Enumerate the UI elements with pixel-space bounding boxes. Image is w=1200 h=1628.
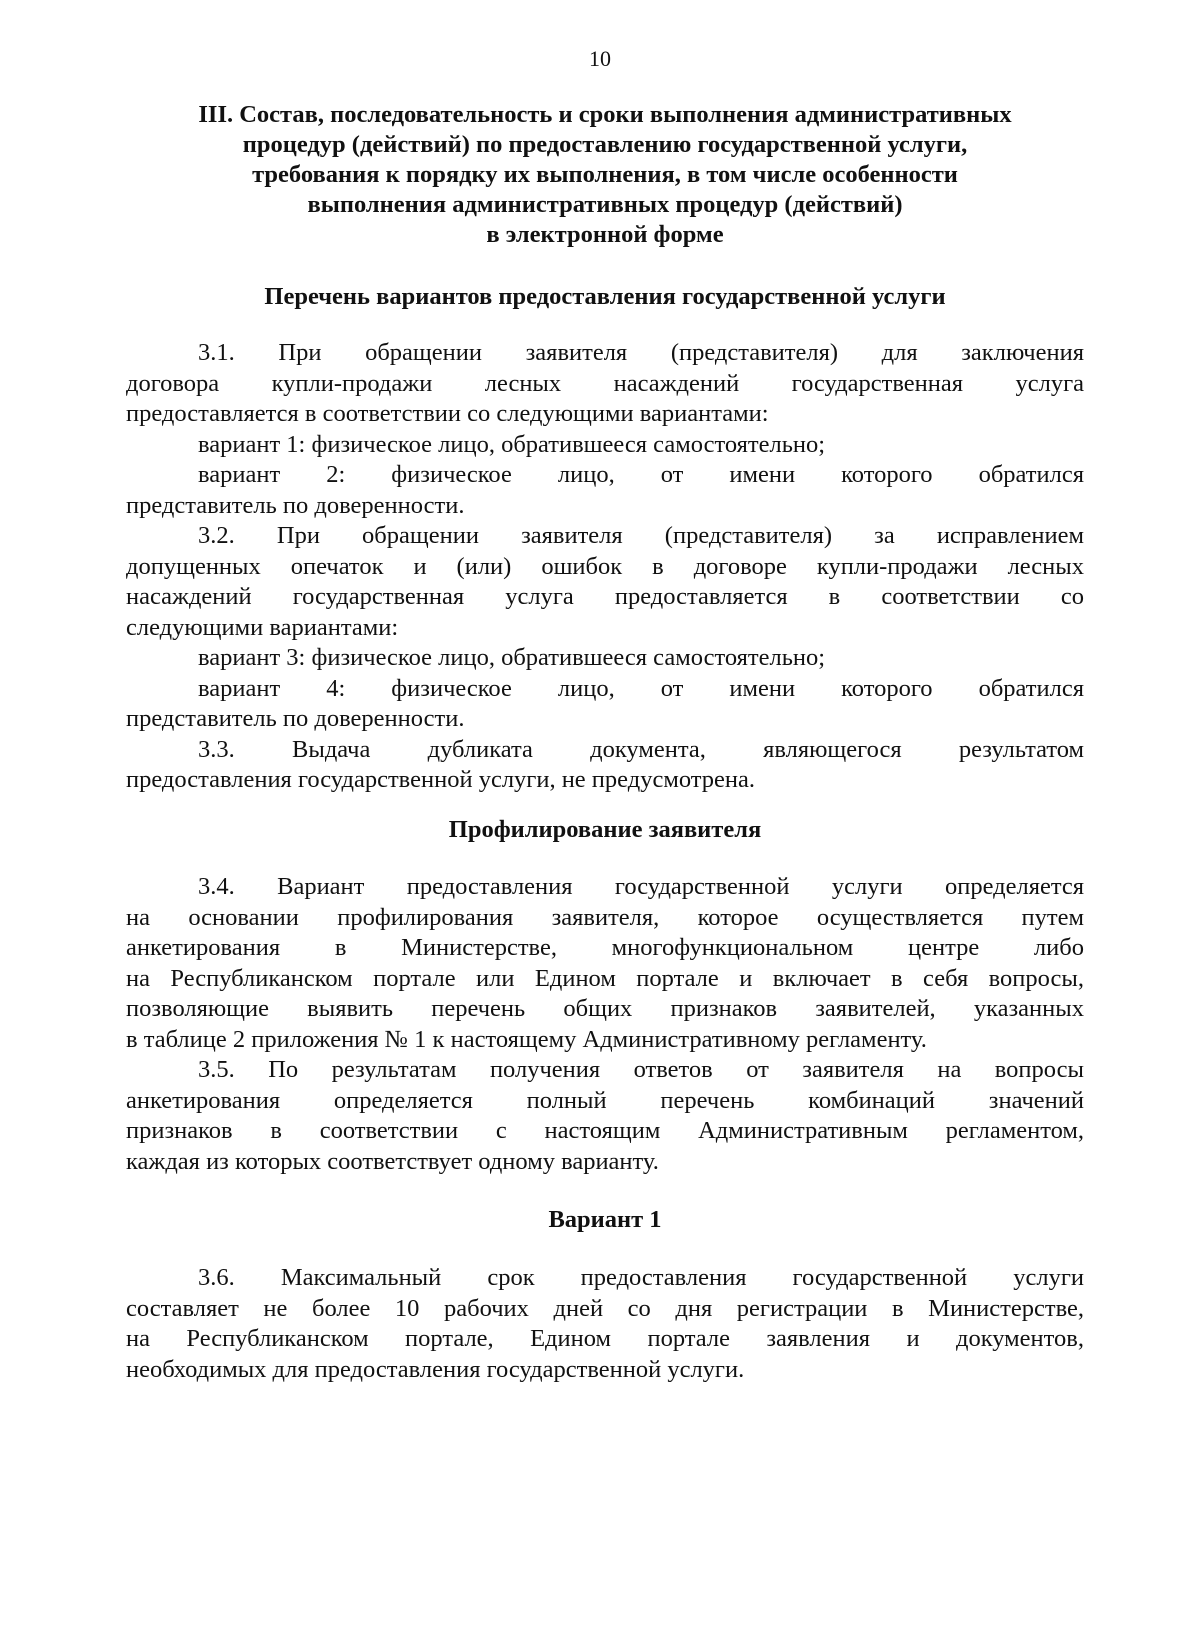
text-line: на Республиканском портале, Едином портале заявления и документов, xyxy=(126,1325,1084,1352)
text-line: 3.2. При обращении заявителя (представителя) за исправлением xyxy=(198,522,1084,549)
text-line: предоставления государственной услуги, не предусмотрена. xyxy=(126,766,755,793)
text-line: позволяющие выявить перечень общих признаков заявителей, указанных xyxy=(126,995,1084,1022)
text-line: признаков в соответствии с настоящим Административным регламентом, xyxy=(126,1117,1084,1144)
text-line: 3.5. По результатам получения ответов от заявителя на вопросы xyxy=(198,1056,1084,1083)
text-line: вариант 2: физическое лицо, от имени которого обратился xyxy=(198,461,1084,488)
text-line: на Республиканском портале или Едином портале и включает в себя вопросы, xyxy=(126,964,1084,992)
paragraphs-3-4-to-3-5 xyxy=(126,872,1084,1177)
text-line: вариант 4: физическое лицо, от имени которого обратился xyxy=(198,674,1084,702)
text-line: допущенных опечаток и (или) ошибок в договоре купли-продажи лесных xyxy=(126,552,1084,580)
text-line: предоставляется в соответствии со следующими вариантами: xyxy=(126,400,769,427)
section-title-line: выполнения административных процедур (действий) xyxy=(307,191,903,218)
text-line: анкетирования в Министерстве, многофункциональном центре либо xyxy=(126,934,1084,961)
section-title xyxy=(126,100,1084,250)
text-line: вариант 3: физическое лицо, обратившееся самостоятельно; xyxy=(198,644,826,671)
text-line: 3.6. Максимальный срок предоставления государственной услуги xyxy=(198,1264,1084,1291)
heading-variant-1: Вариант 1 xyxy=(548,1206,662,1233)
section-title-line: процедур (действий) по предоставлению государственной услуги, xyxy=(242,131,968,158)
text-line: составляет не более 10 рабочих дней со дня регистрации в Министерстве, xyxy=(126,1294,1084,1322)
page-number: 10 xyxy=(589,46,611,71)
text-line: 3.3. Выдача дубликата документа, являющегося результатом xyxy=(198,735,1084,763)
text-line: договора купли-продажи лесных насаждений государственная услуга xyxy=(126,369,1084,397)
section-title-line: в электронной форме xyxy=(486,221,724,248)
section-title-line: III. Состав, последовательность и сроки выполнения административных xyxy=(198,101,1012,128)
heading-applicant-profiling: Профилирование заявителя xyxy=(448,816,762,843)
text-line: на основании профилирования заявителя, которое осуществляется путем xyxy=(126,903,1084,931)
paragraph-3-6 xyxy=(126,1263,1084,1385)
text-line: анкетирования определяется полный перечень комбинаций значений xyxy=(126,1086,1084,1114)
text-line: вариант 1: физическое лицо, обратившееся самостоятельно; xyxy=(198,430,826,458)
text-line: необходимых для предоставления государственной услуги. xyxy=(126,1355,745,1383)
text-line: представитель по доверенности. xyxy=(126,705,465,732)
text-line: 3.4. Вариант предоставления государственной услуги определяется xyxy=(198,873,1084,900)
text-line: 3.1. При обращении заявителя (представителя) для заключения xyxy=(198,339,1084,366)
text-line: следующими вариантами: xyxy=(126,613,399,641)
text-line: представитель по доверенности. xyxy=(126,491,465,519)
text-line: насаждений государственная услуга предоставляется в соответствии со xyxy=(126,583,1084,610)
heading-variants-list: Перечень вариантов предоставления государственной услуги xyxy=(264,283,946,310)
section-title-line: требования к порядку их выполнения, в том числе особенности xyxy=(252,161,958,188)
text-line: в таблице 2 приложения № 1 к настоящему Административному регламенту. xyxy=(126,1025,927,1053)
text-line: каждая из которых соответствует одному варианту. xyxy=(126,1147,659,1175)
paragraphs-3-1-to-3-3 xyxy=(126,338,1084,796)
